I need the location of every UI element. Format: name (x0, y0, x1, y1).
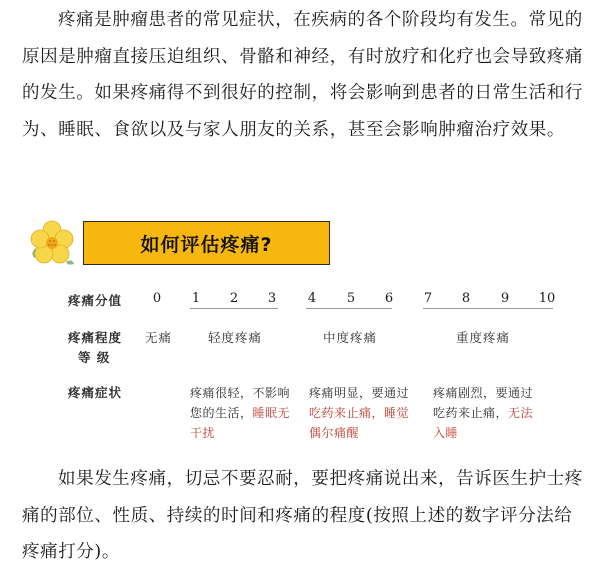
score-2: 2 (229, 291, 239, 306)
level-moderate: 中度疼痛 (323, 330, 378, 345)
symptom-severe-text: 疼痛剧烈，要通过吃药来止痛， (433, 386, 534, 420)
score-4: 4 (307, 291, 317, 306)
score-5: 5 (346, 291, 356, 306)
symptom-mild (190, 383, 302, 443)
section-title-box (83, 221, 330, 265)
score-3: 3 (267, 291, 277, 306)
symptom-label: 疼痛症状 (68, 385, 123, 400)
score-0: 0 (152, 291, 162, 306)
level-severe: 重度疼痛 (456, 330, 511, 345)
score-10: 10 (538, 291, 556, 306)
mild-range-line (190, 308, 278, 309)
score-6: 6 (384, 291, 394, 306)
severe-range-line (423, 308, 553, 309)
outro-text: 如果发生疼痛，切忌不要忍耐，要把疼痛说出来，告诉医生护士疼痛的部位、性质、持续的时间和疼痛的程度(按照上述的数字评分法给疼痛打分)。 (22, 469, 583, 562)
outro-paragraph (22, 461, 584, 571)
section-title: 如何评估疼痛? (140, 233, 273, 256)
score-9: 9 (500, 291, 510, 306)
symptom-moderate-text: 疼痛明显，要通过 (309, 386, 410, 400)
score-label: 疼痛分值 (68, 293, 123, 308)
score-1: 1 (191, 291, 201, 306)
symptom-severe (433, 383, 545, 443)
intro-text: 疼痛是肿瘤患者的常见症状，在疾病的各个阶段均有发生。常见的原因是肿瘤直接压迫组织、骨骼和神经，有时放疗和化疗也会导致疼痛的发生。如果疼痛得不到很好的控制，将会影响到患者的日常生活和行为、睡眠、食欲以及与家人朋友的关系，甚至会影响肿瘤治疗效果。 (22, 10, 584, 140)
symptom-mild-highlight: 睡眠无干扰 (190, 406, 291, 440)
degree-label-sub: 等 级 (78, 350, 111, 365)
intro-paragraph (22, 2, 584, 148)
level-none: 无痛 (145, 330, 173, 345)
degree-label: 疼痛程度 (68, 330, 123, 345)
symptom-moderate-highlight: 吃药来止痛，睡觉偶尔痛醒 (309, 406, 410, 440)
level-mild: 轻度疼痛 (208, 330, 263, 345)
symptom-severe-highlight: 无法入睡 (433, 406, 534, 440)
flower-icon (26, 218, 78, 270)
symptom-moderate (309, 383, 421, 443)
score-8: 8 (461, 291, 471, 306)
symptom-mild-text: 疼痛很轻，不影响您的生活， (190, 386, 291, 420)
score-7: 7 (423, 291, 433, 306)
moderate-range-line (306, 308, 392, 309)
